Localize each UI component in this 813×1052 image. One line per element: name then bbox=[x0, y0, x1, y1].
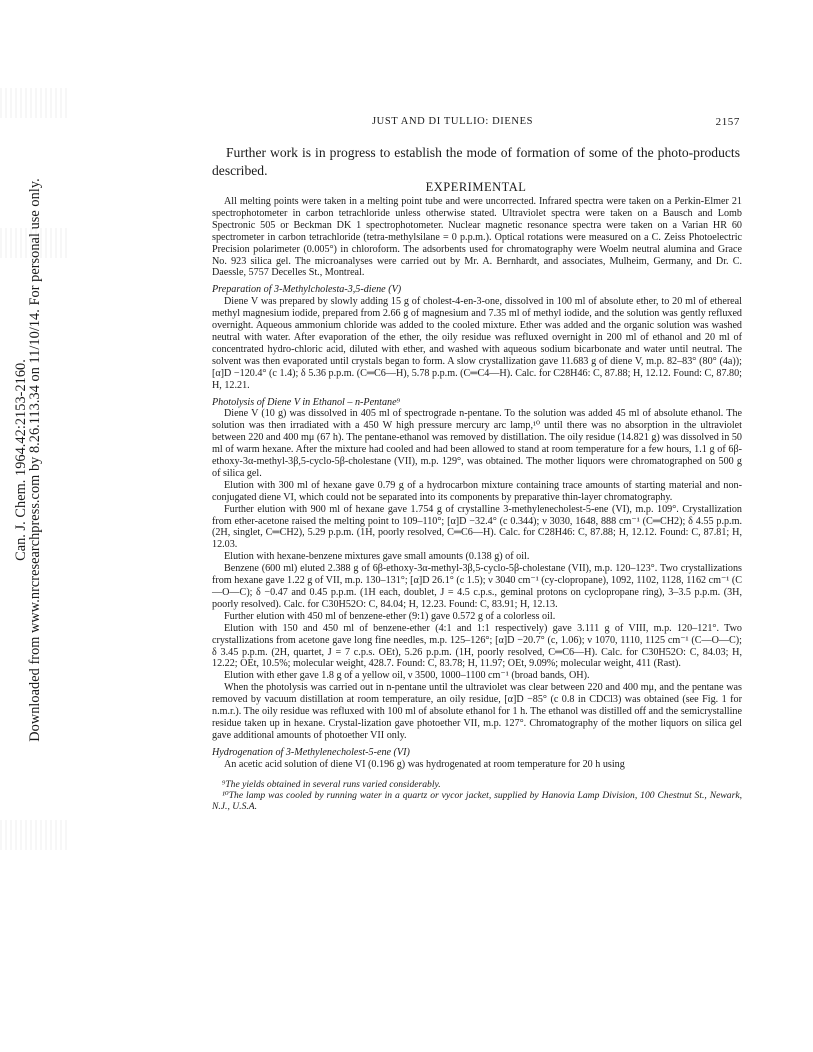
download-sidebar bbox=[2, 140, 43, 780]
body-paragraph: Diene V (10 g) was dissolved in 405 ml of spectrograde n-pentane. To the solution was added 45 ml of absolute ethanol. The solution was then irradiated with a 450 W high pressure mercury arc lamp,¹⁰ until there was no absorption in the ultraviolet between 220 and 400 mμ (67 h). The pentane-ethanol was removed by distillation. The oily residue (14.821 g) was dissolved in 50 ml of warm hexane. After the mixture had cooled and had been allowed to stand at room temperature for a few hours, 1.1 g of 6β-ethoxy-3α-methyl-3β,5-cyclo-5β-cholestane (VII), m.p. 129°, was obtained. The mother liquors were chromatographed on 500 g of silica gel. bbox=[212, 408, 742, 479]
body-paragraph: Diene V was prepared by slowly adding 15 g of cholest-4-en-3-one, dissolved in 100 ml of absolute ether, to 20 ml of ethereal methyl magnesium iodide, prepared from 2.66 g of magnesium and 7.35 ml of methyl iodide, and the solution was gently refluxed overnight. Aqueous ammonium chloride was added to the cooled mixture. Ether was added and the organic solution was washed neutral with water. After evaporation of the ether, the oily residue was refluxed overnight in 200 ml of ethanol and 20 ml of concentrated hydro-chloric acid, diluted with ether, and washed with aqueous sodium bicarbonate and water until neutral. The solvent was then evaporated until crystals began to form. A slow crystallization gave 11.683 g of diene V, m.p. 82–83° (80° (4a)); [α]D −120.4° (c 1.4); δ 5.36 p.p.m. (C═C6—H), 5.78 p.p.m. (C═C4—H). Calc. for C28H46: C, 87.88; H, 12.12. Found: C, 87.80; H, 12.21. bbox=[212, 296, 742, 391]
subsection-heading: Hydrogenation of 3-Methylenecholest-5-ene (VI) bbox=[212, 746, 410, 758]
subsection-heading: Photolysis of Diene V in Ethanol – n-Pentane⁹ bbox=[212, 396, 401, 408]
sidebar-text bbox=[13, 140, 43, 780]
body-paragraph: Elution with 150 and 450 ml of benzene-ether (4:1 and 1:1 respectively) gave 3.111 g of VIII, m.p. 120–121°. Two crystallizations from acetone gave long fine needles, m.p. 125–126°; [α]D −20.7° (c, 1.06); ν 1070, 1110, 1125 cm⁻¹ (C—O—C); δ 3.45 p.p.m. (2H, quartet, J = 7 c.p.s. OEt), 5.26 p.p.m. (1H, poorly resolved, C═C6—H). Calc. for C30H52O: C, 84.03; H, 12.22; OEt, 10.5%; molecular weight, 428.7. Found: C, 83.78; H, 11.97; OEt, 9.09%; molecular weight, 411 (Rast). bbox=[212, 622, 742, 670]
body-paragraph: Further elution with 900 ml of hexane gave 1.754 g of crystalline 3-methylenecholest-5-ene (VI), m.p. 109°. Crystallization from ether-acetone raised the melting point to 109–110°; [α]D −32.4° (c 0.344); ν 3030, 1648, 888 cm⁻¹ (C═CH2); δ 4.55 p.p.m. (2H, singlet, C═CH2), 5.29 p.p.m. (1H, poorly resolved, C═C6—H). Calc. for C28H46: C, 87.88; H, 12.12. Found: C, 87.81; H, 12.03. bbox=[212, 503, 742, 551]
footnote: ⁹The yields obtained in several runs varied considerably. bbox=[222, 778, 441, 790]
intro-paragraph: Further work is in progress to establish the mode of formation of some of the photo-products described. bbox=[212, 145, 740, 178]
sidebar-download-notice: Downloaded from www.nrcresearchpress.com by 8.26.113.34 on 11/10/14. For personal use only. bbox=[27, 178, 43, 742]
page-number: 2157 bbox=[715, 116, 740, 128]
footnote: ¹⁰The lamp was cooled by running water in a quartz or vycor jacket, supplied by Hanovia Lamp Division, 100 Chestnut St., Newark, N.J., U.S.A. bbox=[212, 789, 742, 812]
body-paragraph: An acetic acid solution of diene VI (0.196 g) was hydrogenated at room temperature for 20 h using bbox=[224, 758, 625, 770]
body-paragraph: Elution with ether gave 1.8 g of a yellow oil, ν 3500, 1000–1100 cm⁻¹ (broad bands, OH). bbox=[224, 670, 590, 682]
body-paragraph: Further elution with 450 ml of benzene-ether (9:1) gave 0.572 g of a colorless oil. bbox=[224, 610, 556, 622]
body-paragraph: Benzene (600 ml) eluted 2.388 g of 6β-ethoxy-3α-methyl-3β,5-cyclo-5β-cholestane (VII), m.p. 120–123°. Two crystallizations from hexane gave 1.22 g of VII, m.p. 130–131°; [α]D 26.1° (c 1.5); ν 3040 cm⁻¹ (cy-clopropane), 1092, 1102, 1128, 1162 cm⁻¹ (C—O—C); δ −0.47 and 0.45 p.p.m. (1H each, doublet, J = 4.5 c.p.s., geminal protons on cyclopropane ring), 3–3.5 p.p.m. (3H, poorly resolved). Calc. for C30H52O: C, 84.04; H, 12.23. Found: C, 83.91; H, 12.13. bbox=[212, 563, 743, 610]
running-header bbox=[212, 116, 740, 130]
experimental-body bbox=[212, 196, 742, 812]
sidebar-citation: Can. J. Chem. 1964.42:2153-2160. bbox=[13, 359, 29, 561]
subsection-heading: Preparation of 3-Methylcholesta-3,5-diene (V) bbox=[212, 284, 402, 296]
margin-smudge bbox=[0, 820, 70, 850]
body-paragraph: Elution with hexane-benzene mixtures gave small amounts (0.138 g) of oil. bbox=[224, 551, 530, 563]
running-title: JUST AND DI TULLIO: DIENES bbox=[372, 116, 534, 127]
footnotes bbox=[212, 779, 742, 812]
body-paragraph: Elution with 300 ml of hexane gave 0.79 g of a hydrocarbon mixture containing trace amounts of starting material and non-conjugated diene VI, which could not be separated into its components by preparative thin-layer chromatography. bbox=[212, 479, 742, 503]
body-paragraph: All melting points were taken in a melting point tube and were uncorrected. Infrared spectra were taken on a Perkin-Elmer 21 spectrophotometer in carbon tetrachloride unless otherwise stated. Ultraviolet spectra were taken on a Bausch and Lomb Spectronic 505 or Beckman DK 1 spectrophotometer. Nuclear magnetic resonance spectra were taken on a Varian HR 60 spectrometer in carbon tetrachloride (tetra-methylsilane = 0 p.p.m.). Optical rotations were measured on a C. Zeiss Photoelectric Precision polarimeter (0.005°) in chloroform. The adsorbents used for chromatography were Woelm neutral alumina and Grace No. 923 silica gel. The microanalyses were carried out by Mr. A. Bernhardt, and associates, Mulheim, Germany, and Dr. C. Daessle, 5757 Decelles St., Montreal. bbox=[212, 196, 742, 279]
section-heading: EXPERIMENTAL bbox=[425, 180, 527, 194]
body-paragraph: When the photolysis was carried out in n-pentane until the ultraviolet was clear between 220 and 400 mμ, and the pentane was removed by vacuum distillation at room temperature, an oily residue, [α]D −85° (c 0.8 in CDCl3) was obtained (see Fig. 1 for n.m.r.). The oily residue was refluxed with 100 ml of absolute ethanol for 1 h. The ethanol was distilled off and the semicrystalline residue taken up in hexane. Crystal-lization gave photoether VII, m.p. 127°. Chromatography of the mother liquors on silica gel gave additional amounts of photoether VII only. bbox=[212, 682, 742, 741]
margin-smudge bbox=[0, 88, 70, 118]
